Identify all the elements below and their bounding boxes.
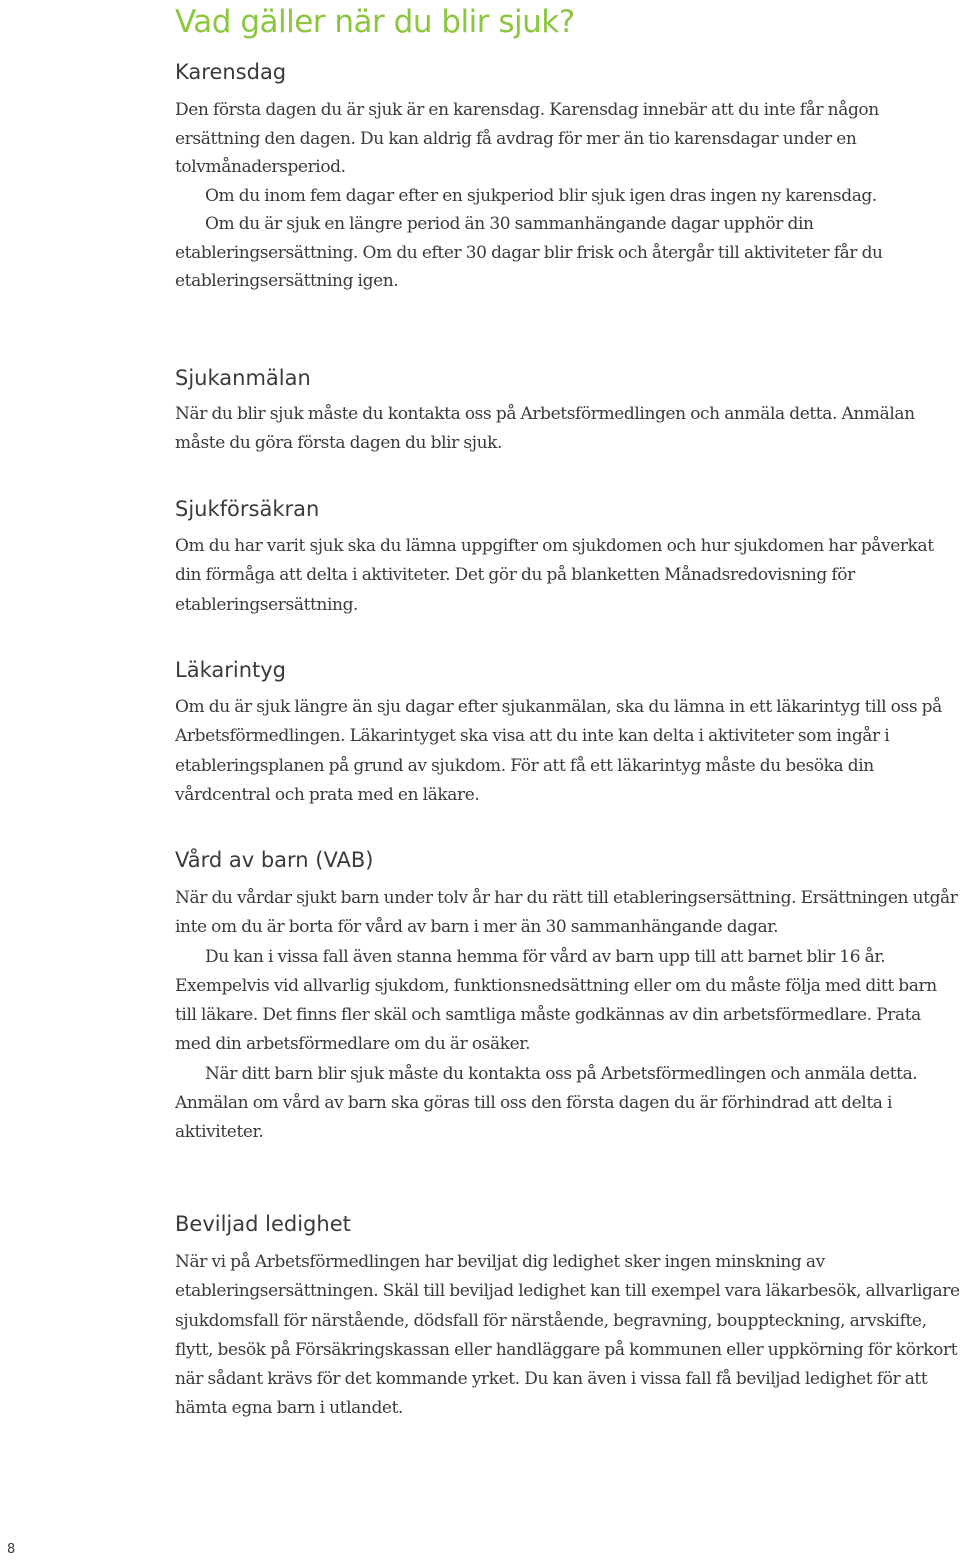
section-beviljad-ledighet	[175, 1210, 960, 1424]
section-heading: Sjukförsäkran	[175, 497, 320, 521]
paragraph: Om du är sjuk en längre period än 30 sammanhängande dagar upphör din etableringsersättning. Om du efter 30 dagar blir frisk och återgår till aktiviteter får du etableringsersättning igen.	[175, 214, 883, 291]
section-heading: Beviljad ledighet	[175, 1212, 351, 1236]
section-karensdag	[175, 58, 960, 296]
section-vard-av-barn	[175, 846, 960, 1148]
section-heading: Läkarintyg	[175, 658, 286, 682]
paragraph: Den första dagen du är sjuk är en karensdag. Karensdag innebär att du inte får någon ersättning den dagen. Du kan aldrig få avdrag för mer än tio karensdagar under en tolvmånadersperiod.	[175, 100, 879, 177]
section-heading: Karensdag	[175, 60, 287, 84]
page-number: 8	[7, 1542, 16, 1557]
paragraph: Om du inom fem dagar efter en sjukperiod blir sjuk igen dras ingen ny karensdag.	[205, 185, 877, 206]
paragraph: När vi på Arbetsförmedlingen har beviljat dig ledighet sker ingen minskning av etableringsersättningen. Skäl till beviljad ledighet kan till exempel vara läkarbesök, allvarligare sjukdomsfall för närstående, dödsfall för närstående, begravning, bouppteckning, arvskifte, flytt, besök på Försäkringskassan eller handläggare på kommunen eller uppkörning för körkort när sådant krävs för det kommande yrket. Du kan även i vissa fall få beviljad ledighet för att hämta egna barn i utlandet.	[175, 1252, 960, 1419]
paragraph: Du kan i vissa fall även stanna hemma för vård av barn upp till att barnet blir 16 år. Exempelvis vid allvarlig sjukdom, funktionsnedsättning eller om du måste följa med ditt barn till läkare. Det finns fler skäl och samtliga måste godkännas av din arbetsförmedlare. Prata med din arbetsförmedlare om du är osäker.	[175, 946, 937, 1055]
section-lakarintyg	[175, 656, 960, 810]
paragraph: När du vårdar sjukt barn under tolv år har du rätt till etableringsersättning. Ersättningen utgår inte om du är borta för vård av barn i mer än 30 sammanhängande dagar.	[175, 888, 958, 938]
page-content	[175, 0, 960, 1419]
page-title: Vad gäller när du blir sjuk?	[175, 4, 575, 40]
paragraph: Om du är sjuk längre än sju dagar efter sjukanmälan, ska du lämna in ett läkarintyg till oss på Arbetsförmedlingen. Läkarintyget ska visa att du inte kan delta i aktiviteter som ingår i etableringsplanen på grund av sjukdom. För att få ett läkarintyg måste du besöka din vårdcentral och prata med en läkare.	[175, 697, 942, 805]
section-heading: Sjukanmälan	[175, 366, 311, 390]
section-heading: Vård av barn (VAB)	[175, 848, 374, 872]
paragraph: Om du har varit sjuk ska du lämna uppgifter om sjukdomen och hur sjukdomen har påverkat din förmåga att delta i aktiviteter. Det gör du på blanketten Månadsredovisning för etableringsersättning.	[175, 536, 934, 615]
paragraph: När ditt barn blir sjuk måste du kontakta oss på Arbetsförmedlingen och anmäla detta. Anmälan om vård av barn ska göras till oss den första dagen du är förhindrad att delta i aktiviteter.	[175, 1063, 918, 1143]
paragraph: När du blir sjuk måste du kontakta oss på Arbetsförmedlingen och anmäla detta. Anmälan måste du göra första dagen du blir sjuk.	[175, 404, 915, 454]
section-sjukanmalan	[175, 364, 960, 459]
section-sjukforsakran	[175, 495, 960, 620]
